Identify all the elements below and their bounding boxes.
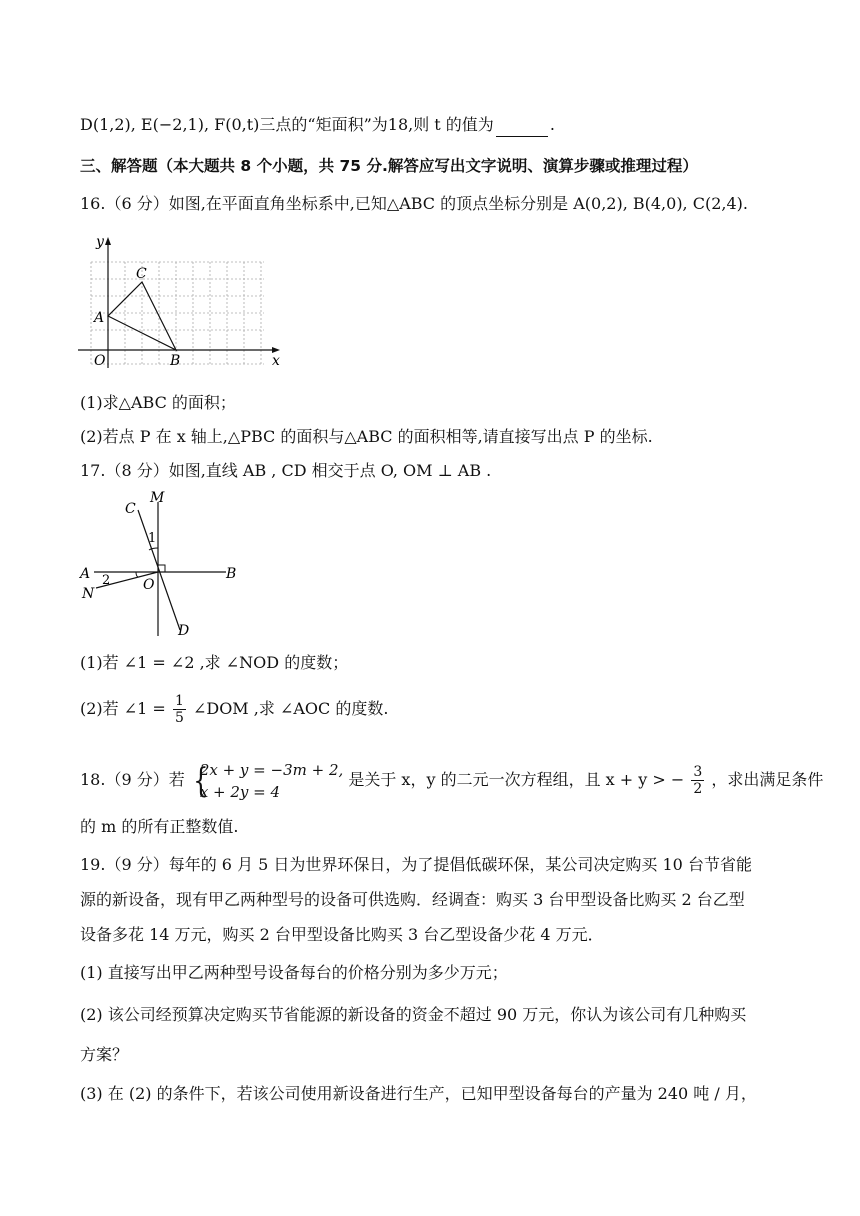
q16-label-a: A xyxy=(94,310,105,326)
q17-part-2-pre: (2)若 ∠1 = xyxy=(80,699,166,718)
q19-part-2-line-2: 方案？ xyxy=(80,1045,129,1064)
fraction-three-halves xyxy=(691,764,704,797)
q17-part-2 xyxy=(80,693,388,726)
q17-stem: 17.（8 分）如图,直线 AB , CD 相交于点 O, OM ⊥ AB . xyxy=(80,461,492,480)
fraction-numerator: 3 xyxy=(693,764,703,780)
q18-pre: 18.（9 分）若 xyxy=(80,770,185,789)
q16-label-b: B xyxy=(170,353,181,369)
equation-system xyxy=(190,759,343,803)
equation-1: 2x + y = −3m + 2, xyxy=(199,760,344,779)
q17-figure xyxy=(76,488,256,638)
q16-label-x: x xyxy=(272,353,280,369)
q19-line-2: 源的新设备，现有甲乙两种型号的设备可供选购．经调查：购买 3 台甲型设备比购买 2 台乙型 xyxy=(80,890,745,909)
q17-angle-2-arc xyxy=(136,572,138,577)
answer-blank xyxy=(496,118,548,137)
q18-continued: 的 m 的所有正整数值. xyxy=(80,817,239,836)
fraction-one-fifth xyxy=(173,693,186,726)
q17-angle-1-arc xyxy=(149,548,158,550)
q17-label-a: A xyxy=(80,566,91,582)
fraction-denominator: 5 xyxy=(174,710,184,726)
q19-line-1: 19.（9 分）每年的 6 月 5 日为世界环保日，为了提倡低碳环保，某公司决定购买 10 台节省能 xyxy=(80,855,752,874)
q16-part-2: (2)若点 P 在 x 轴上,△PBC 的面积与△ABC 的面积相等,请直接写出点 P 的坐标. xyxy=(80,427,653,446)
q15-period: . xyxy=(549,115,555,134)
q17-label-o: O xyxy=(143,577,155,593)
q17-label-angle-1: 1 xyxy=(148,531,157,546)
q17-label-c: C xyxy=(125,501,136,517)
fraction-numerator: 1 xyxy=(174,693,184,709)
q18-stem xyxy=(80,758,823,803)
section-heading: 三、解答题（本大题共 8 个小题，共 75 分.解答应写出文字说明、演算步骤或推理过程） xyxy=(80,157,698,175)
q17-label-angle-2: 2 xyxy=(102,573,111,588)
q16-grid xyxy=(91,262,264,364)
q19-part-1: (1) 直接写出甲乙两种型号设备每台的价格分别为多少万元； xyxy=(80,963,508,982)
q16-part-1: (1)求△ABC 的面积； xyxy=(80,393,236,412)
q19-line-3: 设备多花 14 万元，购买 2 台甲型设备比购买 3 台乙型设备少花 4 万元． xyxy=(80,925,604,944)
q17-label-b: B xyxy=(226,566,237,582)
q19-part-2-line-1: (2) 该公司经预算决定购买节省能源的新设备的资金不超过 90 万元，你认为该公司有几种购买 xyxy=(80,1005,747,1024)
q17-part-2-post: ∠DOM ,求 ∠AOC 的度数. xyxy=(192,699,389,718)
q18-mid: 是关于 x，y 的二元一次方程组，且 x + y > − xyxy=(348,770,685,789)
brace-icon: { xyxy=(193,760,209,801)
q19-part-3: (3) 在 (2) 的条件下，若该公司使用新设备进行生产，已知甲型设备每台的产量为 240 吨 / 月， xyxy=(80,1084,757,1103)
equation-2: x + 2y = 4 xyxy=(199,782,281,801)
q16-stem: 16.（6 分）如图,在平面直角坐标系中,已知△ABC 的顶点坐标分别是 A(0,2), B(4,0), C(2,4). xyxy=(80,194,748,213)
q16-figure xyxy=(76,232,286,372)
q18-post: ，求出满足条件 xyxy=(711,770,824,789)
q17-label-m: M xyxy=(150,490,165,506)
q16-label-y: y xyxy=(96,234,104,250)
q17-part-1: (1)若 ∠1 = ∠2 ,求 ∠NOD 的度数； xyxy=(80,653,349,672)
q17-line-cd xyxy=(138,510,180,630)
q16-label-c: C xyxy=(136,266,147,282)
q16-label-o: O xyxy=(94,353,106,369)
q17-label-n: N xyxy=(82,586,95,602)
fraction-denominator: 2 xyxy=(693,781,703,797)
question-15-tail xyxy=(80,113,555,137)
q16-y-arrow xyxy=(105,237,111,245)
q17-label-d: D xyxy=(178,623,190,638)
q15-text: D(1,2), E(−2,1), F(0,t)三点的“矩面积”为18,则 t 的值为 xyxy=(80,115,494,134)
